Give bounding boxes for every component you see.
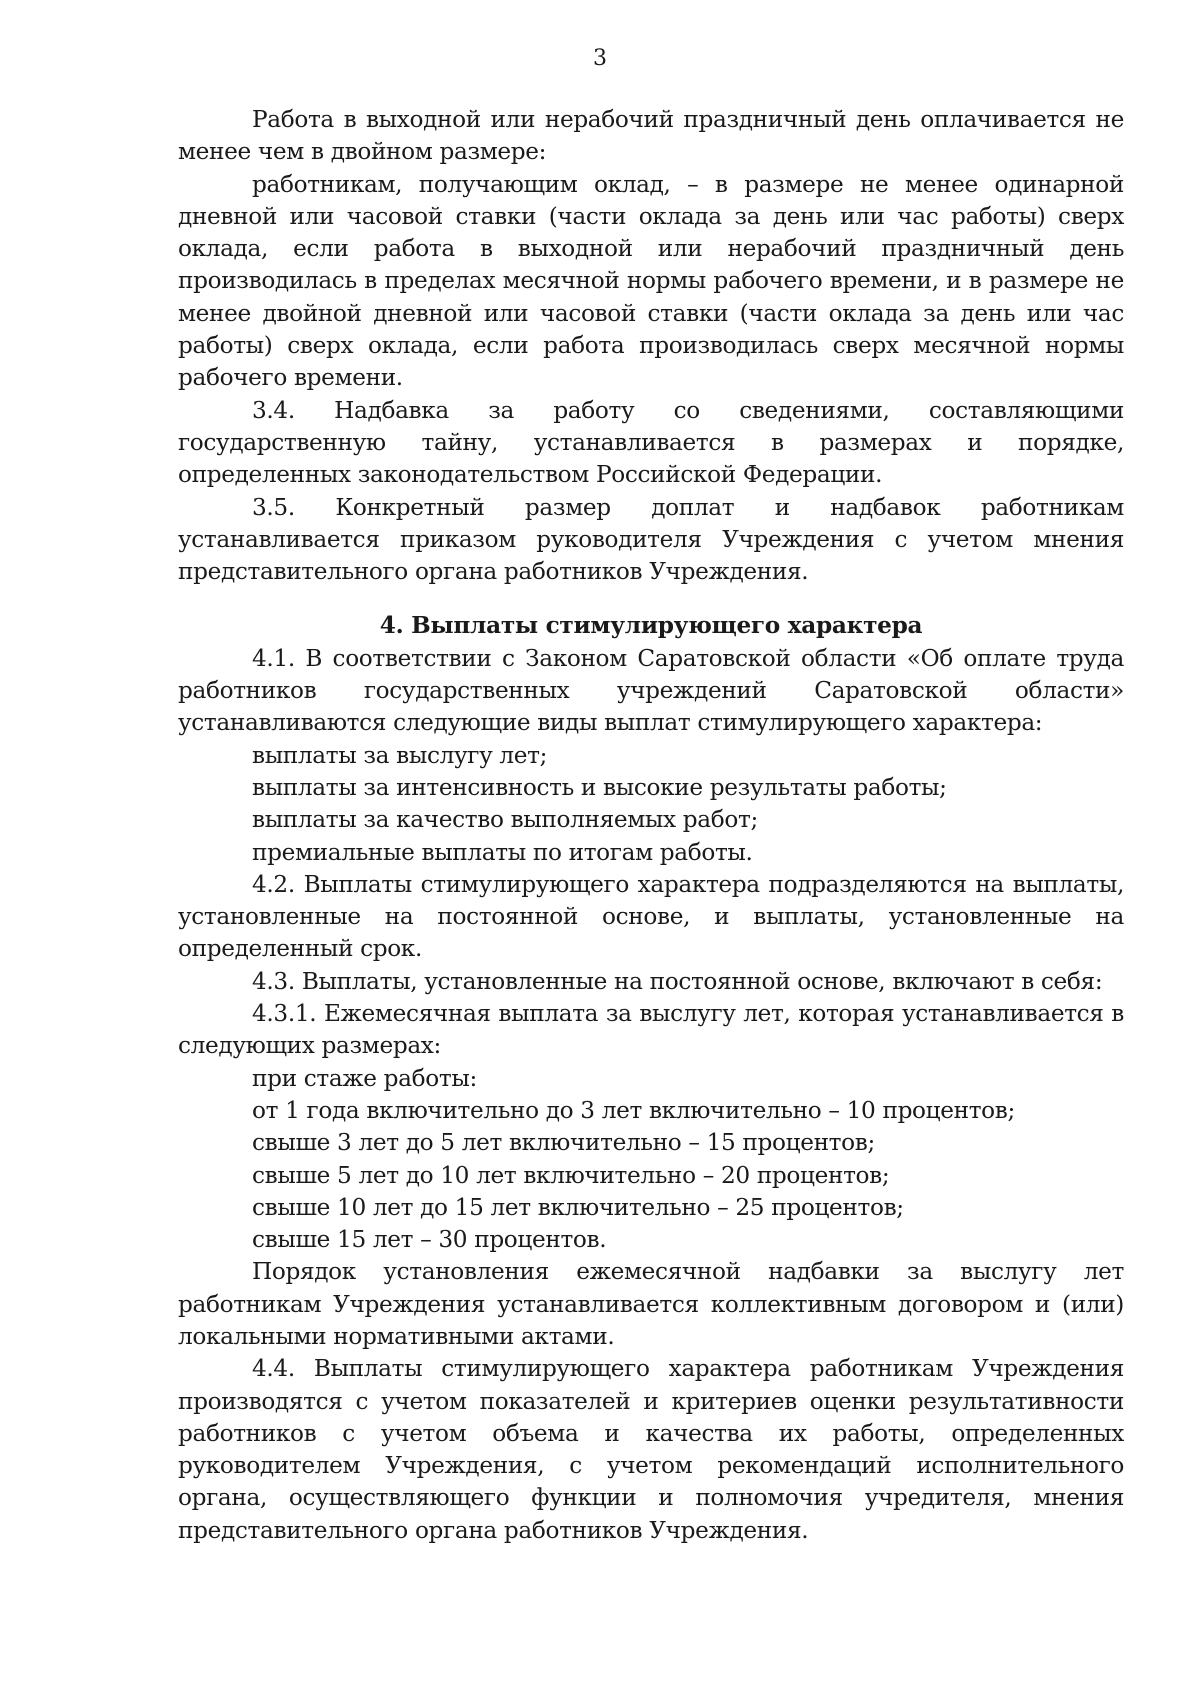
section-4-heading: 4. Выплаты стимулирующего характера <box>379 612 923 640</box>
paragraph-3-5: 3.5. Конкретный размер доплат и надбавок работникам устанавливается приказом руководителя Учреждения с учетом мнения представительного органа работников Учреждения. <box>178 493 1124 586</box>
paragraph-4-3: 4.3. Выплаты, установленные на постоянной основе, включают в себя: <box>252 967 1103 995</box>
list-item: выплаты за интенсивность и высокие результаты работы; <box>252 773 947 801</box>
paragraph-3-4: 3.4. Надбавка за работу со сведениями, составляющими государственную тайну, устанавливается в размерах и порядке, определенных законодательством Российской Федерации. <box>178 396 1124 489</box>
paragraph-salaried-workers: работникам, получающим оклад, – в размере не менее одинарной дневной или часовой ставки (части оклада за день или час работы) сверх оклада, если работа в выходной или нерабочий праздничный день производилась в пределах месячной нормы рабочего времени, и в размере не менее двойной дневной или часовой ставки (части оклада за день или час работы) сверх оклада, если работа производилась сверх месячной нормы рабочего времени. <box>178 170 1124 392</box>
paragraph-procedure: Порядок установления ежемесячной надбавки за выслугу лет работникам Учреждения устанавливается коллективным договором и (или) локальными нормативными актами. <box>178 1258 1124 1350</box>
paragraph-4-2: 4.2. Выплаты стимулирующего характера подразделяются на выплаты, установленные на постоянной основе, и выплаты, установленные на определенный срок. <box>178 870 1124 963</box>
experience-intro: при стаже работы: <box>252 1064 477 1092</box>
paragraph-4-1: 4.1. В соответствии с Законом Саратовской области «Об оплате труда работников государственных учреждений Саратовской области» устанавливаются следующие виды выплат стимулирующего характера: <box>178 644 1124 737</box>
list-item: выплаты за качество выполняемых работ; <box>252 806 758 834</box>
paragraph-4-3-1: 4.3.1. Ежемесячная выплата за выслугу лет, которая устанавливается в следующих размерах: <box>178 1000 1124 1060</box>
experience-rate-item: свыше 5 лет до 10 лет включительно – 20 процентов; <box>252 1161 890 1189</box>
experience-rate-item: свыше 10 лет до 15 лет включительно – 25 процентов; <box>252 1193 904 1221</box>
list-item: премиальные выплаты по итогам работы. <box>252 838 753 866</box>
experience-rate-item: свыше 3 лет до 5 лет включительно – 15 процентов; <box>252 1129 875 1157</box>
list-item: выплаты за выслугу лет; <box>252 741 548 769</box>
page-number: 3 <box>593 46 607 71</box>
paragraph-4-4: 4.4. Выплаты стимулирующего характера работникам Учреждения производятся с учетом показателей и критериев оценки результативности работников с учетом объема и качества их работы, определенных руководителем Учреждения, с учетом рекомендаций исполнительного органа, осуществляющего функции и полномочия учредителя, мнения представительного органа работников Учреждения. <box>178 1355 1124 1544</box>
paragraph-holiday-pay: Работа в выходной или нерабочий праздничный день оплачивается не менее чем в двойном размере: <box>178 106 1124 166</box>
document-body <box>178 104 1124 1547</box>
experience-rate-item: от 1 года включительно до 3 лет включительно – 10 процентов; <box>252 1096 1015 1124</box>
experience-rate-item: свыше 15 лет – 30 процентов. <box>252 1226 607 1254</box>
